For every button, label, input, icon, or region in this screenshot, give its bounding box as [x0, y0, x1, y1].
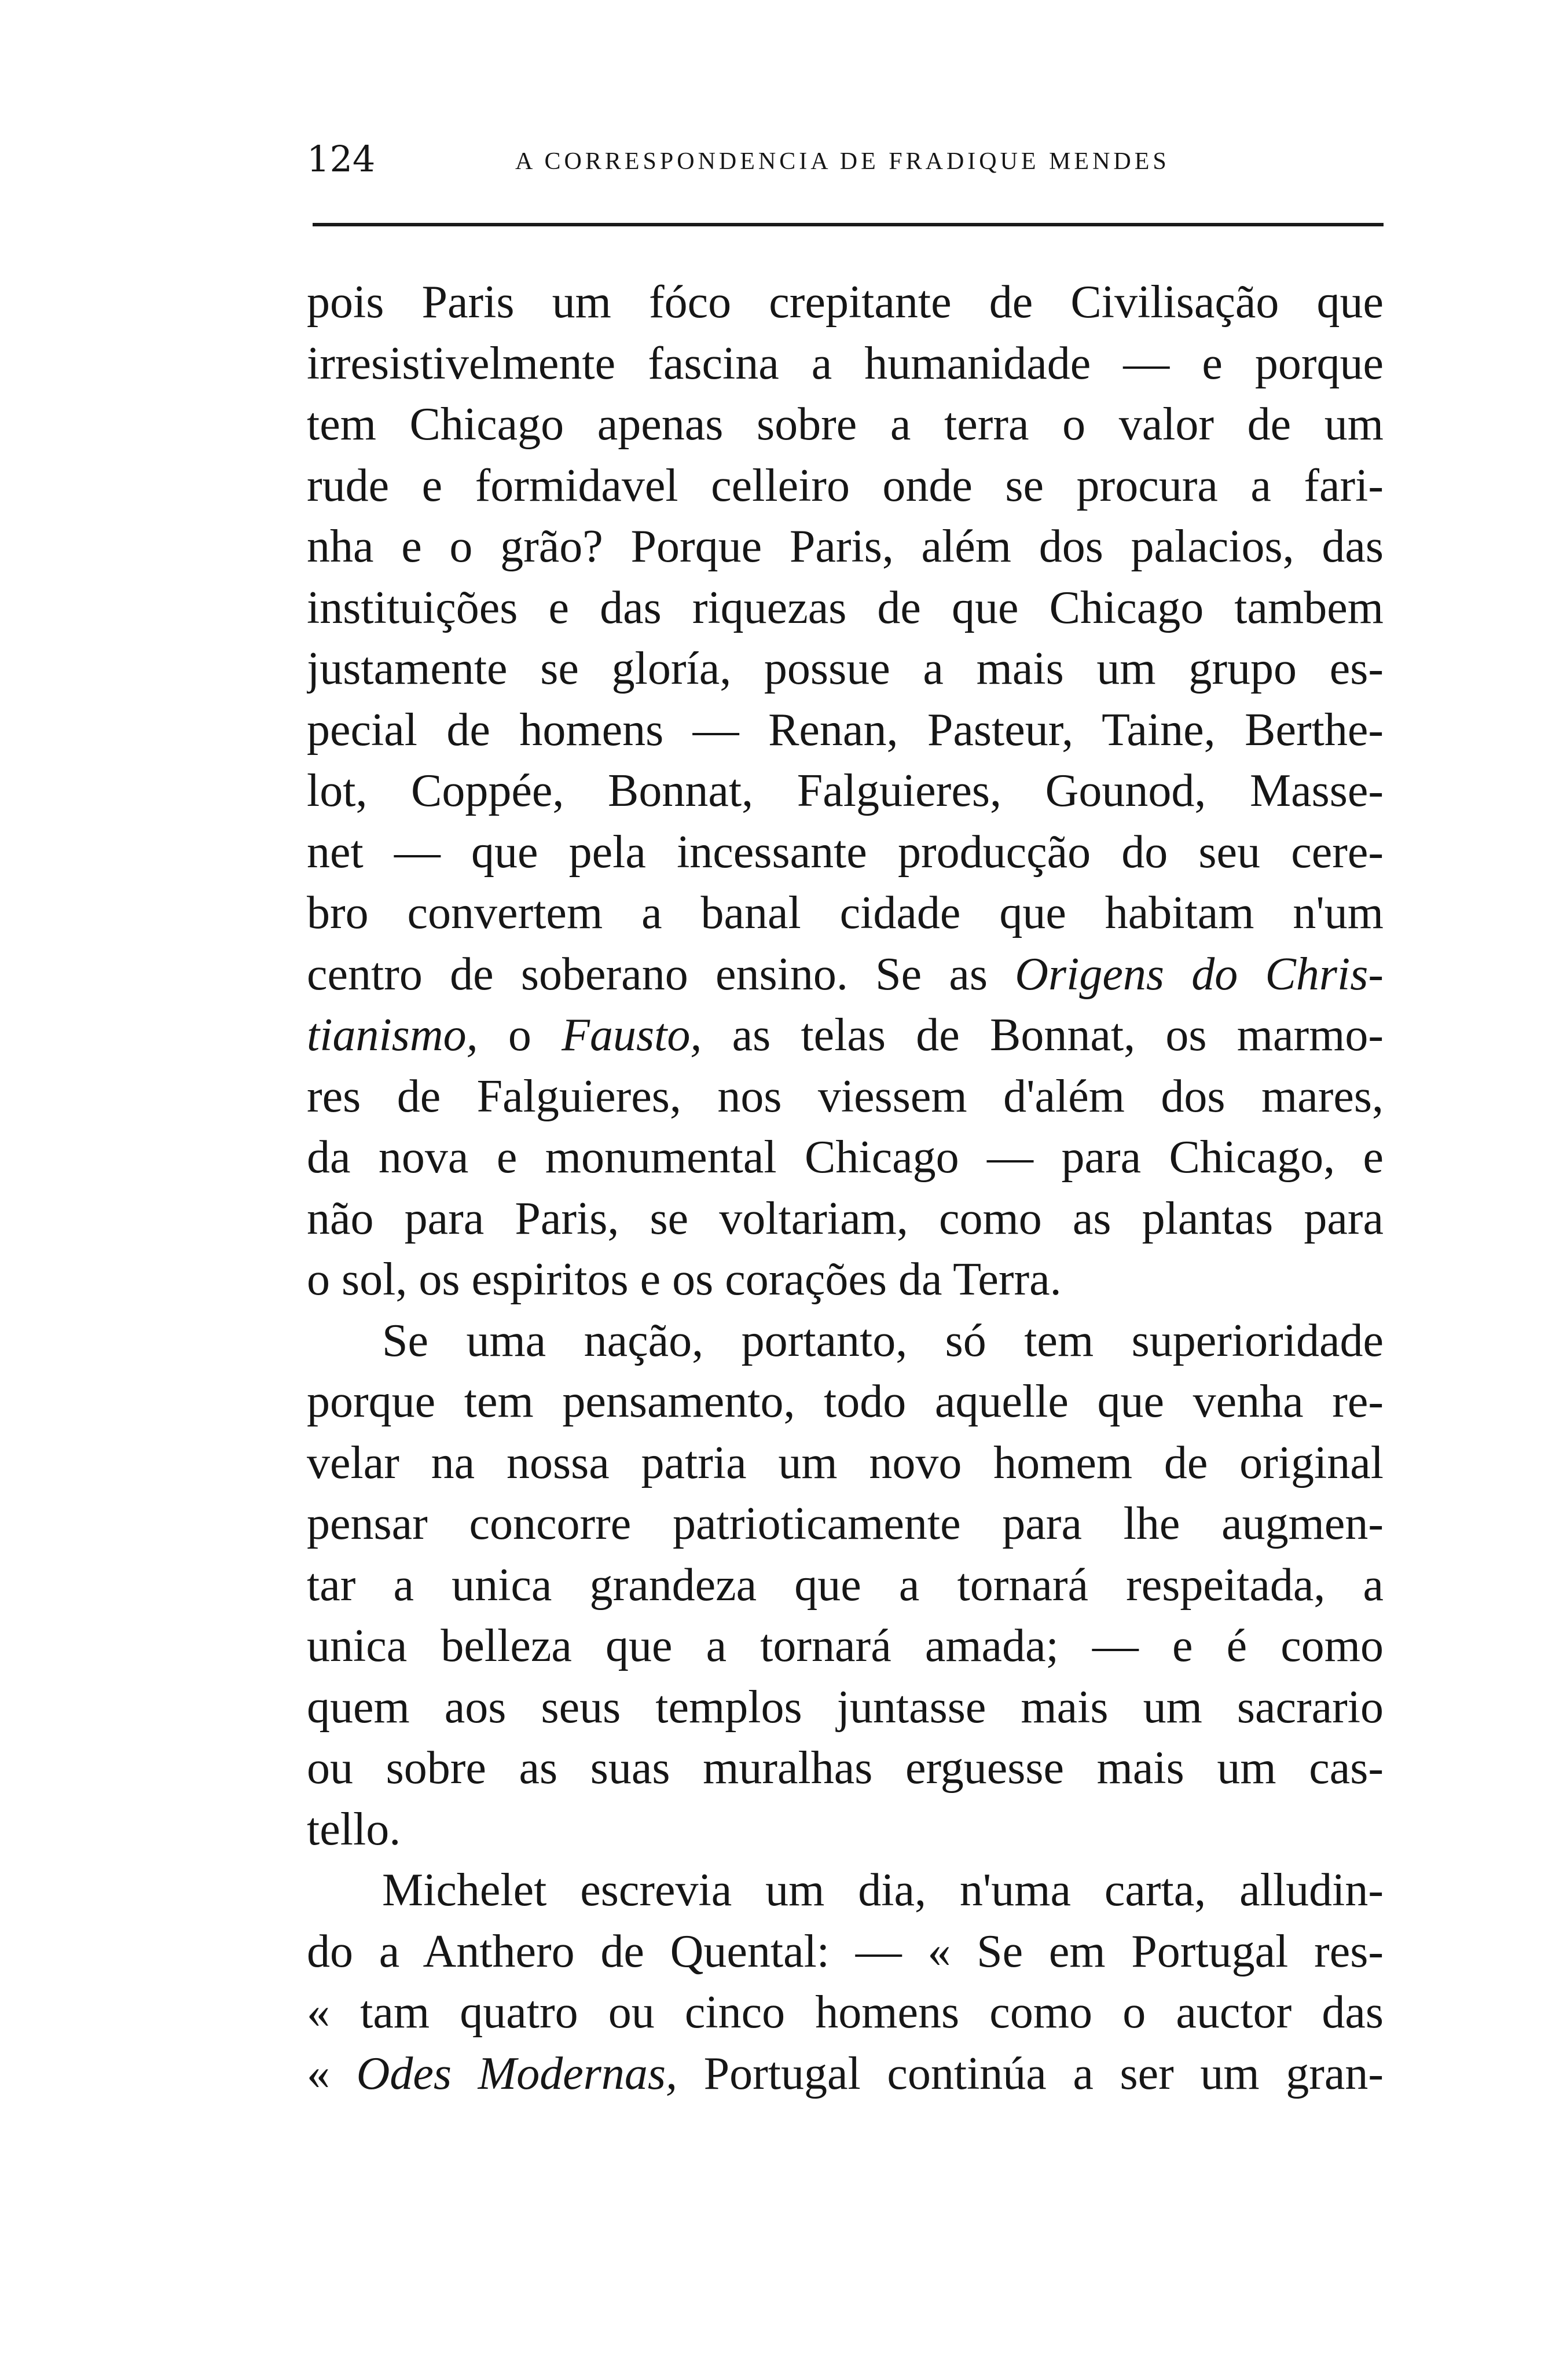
text-line: da nova e monumental Chicago — para Chicago, e: [307, 1132, 1384, 1183]
book-title-italic: Odes Modernas,: [356, 2048, 678, 2099]
text-line: não para Paris, se voltariam, como as plantas para: [307, 1193, 1384, 1244]
text-line: [307, 1005, 1384, 1066]
text-line: instituições e das riquezas de que Chicago tambem: [307, 582, 1384, 633]
page-number: 124: [307, 138, 376, 180]
text-line: tello.: [307, 1803, 401, 1855]
text-line: tar a unica grandeza que a tornará respeitada, a: [307, 1559, 1384, 1611]
book-title-italic: Origens do Chris-: [1015, 948, 1384, 1000]
header-rule: [313, 223, 1384, 226]
text-run: as telas de Bonnat, os marmo-: [702, 1010, 1384, 1061]
page-header: [307, 130, 1384, 188]
text-line: irresistivelmente fascina a humanidade — e porque: [307, 338, 1384, 389]
text-line: nha e o grão? Porque Paris, além dos palacios, das: [307, 521, 1384, 572]
text-line: unica belleza que a tornará amada; — e é como: [307, 1620, 1384, 1671]
text-run: centro de soberano ensino. Se as: [307, 948, 1015, 1000]
text-line: net — que pela incessante producção do seu cere-: [307, 826, 1384, 878]
text-line: « tam quatro ou cinco homens como o auctor das: [307, 1987, 1384, 2038]
text-line: porque tem pensamento, todo aquelle que venha re-: [307, 1376, 1384, 1427]
text-line: pois Paris um fóco crepitante de Civilisação que: [307, 277, 1384, 328]
text-run: «: [307, 2048, 357, 2099]
text-line: o sol, os espiritos e os corações da Terra.: [307, 1254, 1062, 1305]
book-title-italic: tianismo,: [307, 1010, 478, 1061]
text-line: tem Chicago apenas sobre a terra o valor de um: [307, 399, 1384, 450]
text-run: o: [478, 1010, 562, 1061]
text-line: justamente se gloría, possue a mais um grupo es-: [307, 643, 1384, 694]
book-title-italic: Fausto,: [562, 1010, 702, 1061]
text-line: pensar concorre patrioticamente para lhe augmen-: [307, 1498, 1384, 1549]
text-line: Se uma nação, portanto, só tem superioridade: [382, 1315, 1384, 1366]
text-line: bro convertem a banal cidade que habitam n'um: [307, 888, 1384, 938]
text-line: res de Falguieres, nos viessem d'além dos mares,: [307, 1070, 1384, 1122]
text-line: Michelet escrevia um dia, n'uma carta, alludin-: [382, 1865, 1384, 1916]
running-head: A CORRESPONDENCIA DE FRADIQUE MENDES: [515, 148, 1170, 175]
text-line: pecial de homens — Renan, Pasteur, Taine, Berthe-: [307, 704, 1384, 756]
text-line: ou sobre as suas muralhas erguesse mais um cas-: [307, 1743, 1384, 1794]
text-line: velar na nossa patria um novo homem de original: [307, 1437, 1384, 1488]
text-line: lot, Coppée, Bonnat, Falguieres, Gounod, Masse-: [307, 765, 1384, 816]
text-line: rude e formidavel celleiro onde se procura a fari-: [307, 460, 1384, 511]
text-line: [307, 2044, 1384, 2105]
text-line: do a Anthero de Quental: — « Se em Portugal res-: [307, 1926, 1384, 1977]
text-run: Portugal continúa a ser um gran-: [677, 2048, 1384, 2099]
text-line: [307, 944, 1384, 1006]
body-text: [307, 272, 1384, 2104]
text-line: quem aos seus templos juntasse mais um sacrario: [307, 1681, 1384, 1733]
